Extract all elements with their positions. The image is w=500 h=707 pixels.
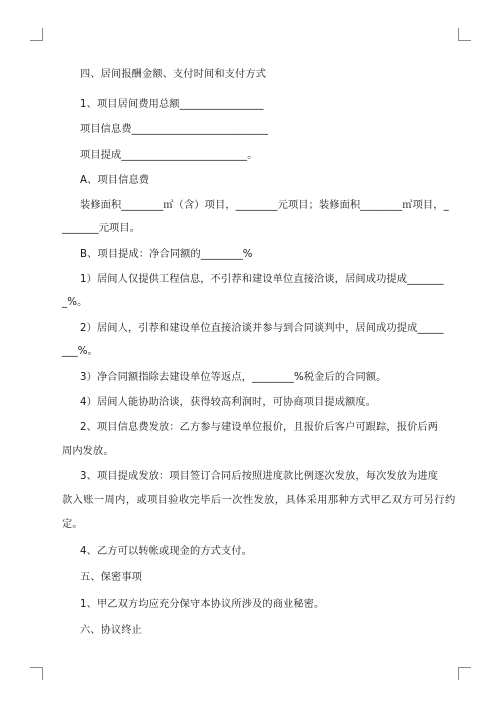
clause-commission-payout: 3、项目提成发放：项目签订合同后按照进度款比例逐次发放，每次发放为进度 [80, 471, 439, 482]
clause-area-fee: 装修面积________㎡（含）项目，________元项目；装修面积________㎡项目，_ [80, 200, 449, 211]
subheading-info-fee: A、项目信息费 [80, 175, 150, 186]
section-heading-payment: 四、居间报酬金额、支付时间和支付方式 [80, 69, 267, 80]
clause-confidentiality: 1、甲乙双方均应充分保守本协议所涉及的商业秘密。 [80, 599, 325, 610]
crop-mark-bottom-right [458, 667, 471, 680]
item-4-negotiation: 4）居间人能协助洽谈，获得较高利润时，可协商项目提成额度。 [80, 397, 377, 408]
subheading-commission: B、项目提成：净合同额的________% [80, 249, 253, 260]
clause-info-fee-payout-cont: 周内发放。 [62, 446, 114, 457]
item-2-referral: 2）居间人，引荐和建设单位直接洽谈并参与到合同谈判中，居间成功提成_____ [80, 323, 444, 334]
crop-mark-bottom-left [30, 667, 43, 680]
clause-commission-payout-cont: 款入账一周内，或项目验收完毕后一次性发放，具体采用那种方式甲乙双方可另行约 [62, 495, 456, 506]
clause-commission: 项目提成________________________。 [80, 150, 258, 161]
clause-info-fee-payout: 2、项目信息费发放：乙方参与建设单位报价，且报价后客户可跟踪，报价后两 [80, 422, 439, 433]
item-3-net-contract: 3）净合同额指除去建设单位等返点，________%税金后的合同额。 [80, 372, 387, 383]
section-heading-confidentiality: 五、保密事项 [80, 572, 143, 583]
item-1-info-only: 1）居间人仅提供工程信息，不引荐和建设单位直接洽谈，居间成功提成_______ [80, 274, 444, 285]
clause-commission-payout-end: 定。 [62, 519, 83, 530]
clause-total-fee: 1、项目居间费用总额________________ [80, 99, 264, 110]
crop-mark-top-right [458, 28, 471, 41]
clause-payment-method: 4、乙方可以转帐或现金的方式支付。 [80, 546, 253, 557]
clause-info-fee: 项目信息费__________________________ [80, 124, 269, 135]
clause-area-fee-cont: _______元项目。 [62, 223, 141, 234]
section-heading-termination: 六、协议终止 [80, 625, 143, 636]
crop-mark-top-left [30, 28, 43, 41]
item-2-cont: ___%。 [62, 346, 98, 357]
item-1-cont: _%。 [62, 297, 88, 308]
